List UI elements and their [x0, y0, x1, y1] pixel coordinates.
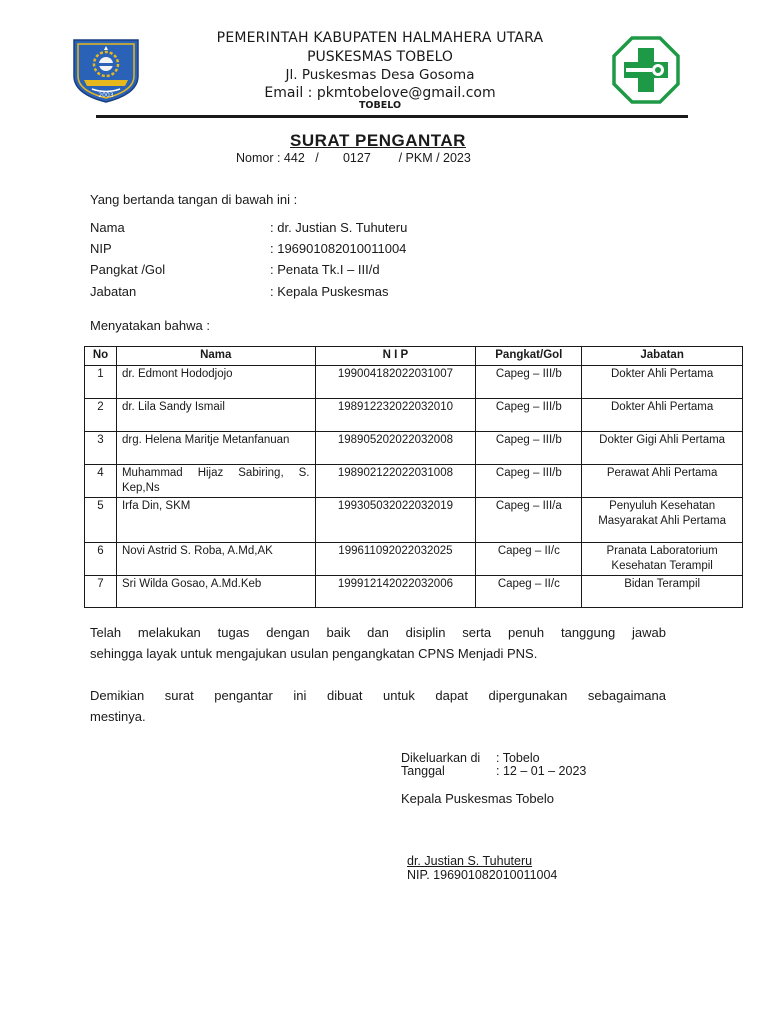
cell-nip: 199305032022032019	[315, 498, 476, 543]
cell-no: 7	[85, 576, 117, 608]
cell-pangkat: Capeg – III/b	[476, 399, 582, 432]
document-title: SURAT PENGANTAR	[290, 131, 466, 150]
cell-no: 6	[85, 543, 117, 576]
paragraph-duty	[90, 622, 666, 664]
statement-text: Menyatakan bahwa :	[90, 318, 210, 333]
cell-no: 1	[85, 366, 117, 399]
issued-label: Dikeluarkan di	[401, 751, 481, 765]
field-value-jabatan: : Kepala Puskesmas	[270, 284, 389, 299]
header-email: Email : pkmtobelove@gmail.com	[264, 85, 496, 101]
document-number: Nomor : 442 / 0127 / PKM / 2023	[236, 151, 471, 165]
cell-pangkat: Capeg – III/a	[476, 498, 582, 543]
cell-nama: Novi Astrid S. Roba, A.Md,AK	[116, 543, 315, 576]
cell-nip: 198905202022032008	[315, 432, 476, 465]
cell-nip: 199611092022032025	[315, 543, 476, 576]
date-value: : 12 – 01 – 2023	[496, 764, 587, 778]
table-row	[85, 366, 743, 399]
date-label: Tanggal	[401, 764, 445, 778]
paragraph-closing-line1: Demikian surat pengantar ini dibuat untuk dapat dipergunakan sebagaimana	[90, 688, 666, 703]
header-city: TOBELO	[358, 100, 402, 111]
cell-nama: Irfa Din, SKM	[116, 498, 315, 543]
employee-table	[84, 346, 743, 608]
cell-nama: dr. Edmont Hododjojo	[116, 366, 315, 399]
header-jabatan: Jabatan	[582, 347, 743, 366]
header-institution: PUSKESMAS TOBELO	[307, 49, 453, 65]
signer-nip: NIP. 196901082010011004	[407, 868, 558, 882]
field-label-nama: Nama	[90, 220, 125, 235]
letterhead	[0, 0, 768, 120]
cell-nip: 198902122022031008	[315, 465, 476, 498]
cell-nama: Sri Wilda Gosao, A.Md.Keb	[116, 576, 315, 608]
puskesmas-cross-icon	[612, 36, 680, 104]
header-nip: N I P	[315, 347, 476, 366]
field-value-nama: : dr. Justian S. Tuhuteru	[270, 220, 408, 235]
paragraph-closing-line2: mestinya.	[90, 709, 146, 724]
table-row	[85, 399, 743, 432]
table-row	[85, 543, 743, 576]
cell-nip: 198912232022032010	[315, 399, 476, 432]
cell-jabatan: Perawat Ahli Pertama	[582, 465, 743, 498]
header-divider	[96, 115, 688, 118]
intro-text: Yang bertanda tangan di bawah ini :	[90, 192, 298, 207]
field-value-nip: : 196901082010011004	[270, 241, 407, 256]
cell-no: 2	[85, 399, 117, 432]
cell-jabatan: Bidan Terampil	[582, 576, 743, 608]
cell-nip: 199912142022032006	[315, 576, 476, 608]
cell-nama: Muhammad Hijaz Sabiring, S. Kep,Ns	[116, 465, 315, 498]
emblem-year: 2003	[98, 92, 114, 99]
header-no: No	[85, 347, 117, 366]
field-label-pangkat: Pangkat /Gol	[90, 262, 166, 277]
table-header-row	[85, 347, 743, 366]
header-pangkat: Pangkat/Gol	[476, 347, 582, 366]
cell-pangkat: Capeg – III/b	[476, 465, 582, 498]
cell-pangkat: Capeg – III/b	[476, 366, 582, 399]
cell-pangkat: Capeg – II/c	[476, 543, 582, 576]
cell-nip: 199004182022031007	[315, 366, 476, 399]
header-government: PEMERINTAH KABUPATEN HALMAHERA UTARA	[216, 30, 544, 46]
header-nama: Nama	[116, 347, 315, 366]
signer-position: Kepala Puskesmas Tobelo	[401, 791, 554, 806]
cell-jabatan: Dokter Gigi Ahli Pertama	[582, 432, 743, 465]
field-label-nip: NIP	[90, 241, 112, 256]
cell-pangkat: Capeg – II/c	[476, 576, 582, 608]
paragraph-duty-line1: Telah melakukan tugas dengan baik dan disiplin serta penuh tanggung jawab	[90, 625, 666, 640]
table-row	[85, 576, 743, 608]
table-row	[85, 498, 743, 543]
field-label-jabatan: Jabatan	[90, 284, 137, 299]
table-row	[85, 465, 743, 498]
paragraph-duty-line2: sehingga layak untuk mengajukan usulan pengangkatan CPNS Menjadi PNS.	[90, 646, 538, 661]
cell-jabatan: Penyuluh Kesehatan Masyarakat Ahli Pertama	[582, 498, 743, 543]
cell-jabatan: Pranata Laboratorium Kesehatan Terampil	[582, 543, 743, 576]
cell-no: 3	[85, 432, 117, 465]
signer-name: dr. Justian S. Tuhuteru	[407, 854, 533, 868]
cell-nama: dr. Lila Sandy Ismail	[116, 399, 315, 432]
cell-no: 5	[85, 498, 117, 543]
cell-nama: drg. Helena Maritje Metanfanuan	[116, 432, 315, 465]
cell-no: 4	[85, 465, 117, 498]
cell-jabatan: Dokter Ahli Pertama	[582, 366, 743, 399]
cell-pangkat: Capeg – III/b	[476, 432, 582, 465]
regency-emblem-icon	[68, 36, 144, 104]
cell-jabatan: Dokter Ahli Pertama	[582, 399, 743, 432]
issued-value: : Tobelo	[496, 751, 540, 765]
field-value-pangkat: : Penata Tk.I – III/d	[270, 262, 380, 277]
paragraph-closing	[90, 685, 666, 727]
header-address: Jl. Puskesmas Desa Gosoma	[285, 67, 475, 83]
table-row	[85, 432, 743, 465]
